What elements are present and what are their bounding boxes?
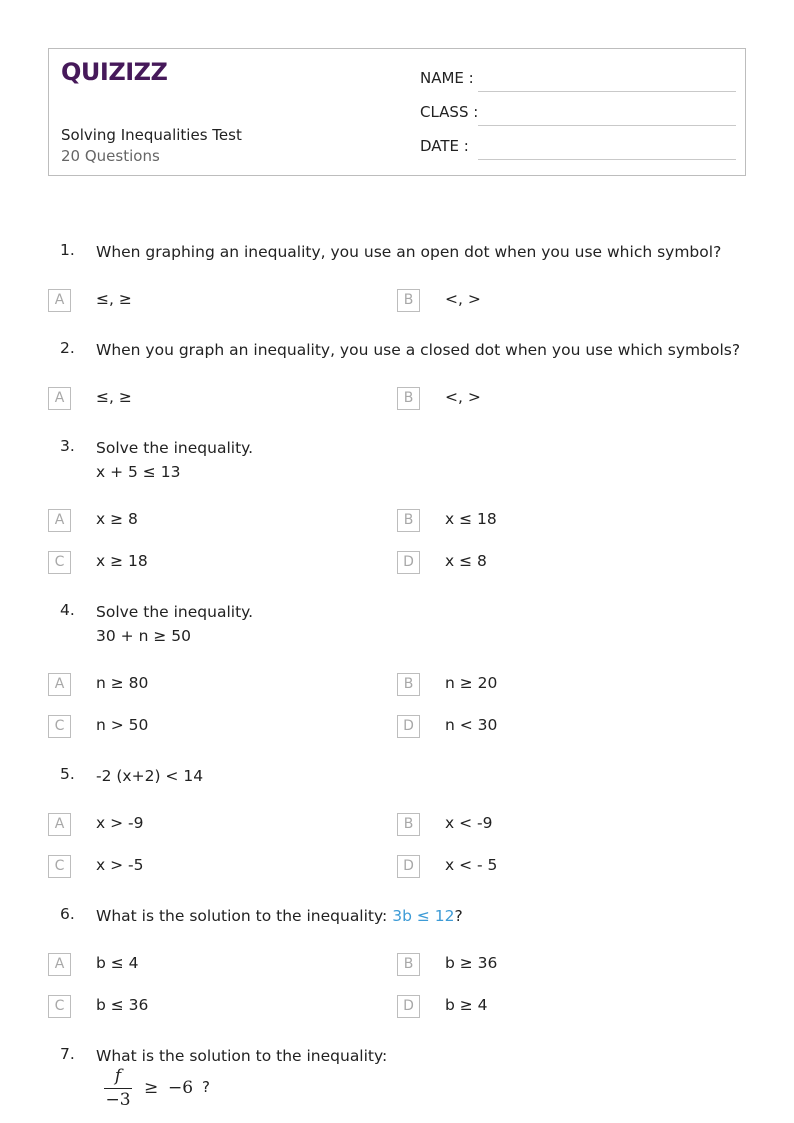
question-expression: x + 5 ≤ 13 — [96, 463, 181, 481]
option-text[interactable]: x > -5 — [96, 856, 144, 874]
question-line: What is the solution to the inequality: — [96, 1047, 388, 1065]
option-text[interactable]: x < - 5 — [445, 856, 498, 874]
question-prompt: What is the solution to the inequality: — [96, 907, 393, 925]
question-line: When graphing an inequality, you use an open dot when you use which symbol? — [96, 243, 722, 261]
question-expression: 30 + n ≥ 50 — [96, 627, 191, 645]
option-letter[interactable]: C — [48, 551, 71, 574]
option-text[interactable]: b ≤ 36 — [96, 996, 149, 1014]
option-letter[interactable]: C — [48, 715, 71, 738]
question-mark: ? — [202, 1078, 210, 1096]
question-text — [96, 600, 253, 648]
option-text[interactable]: b ≥ 36 — [445, 954, 498, 972]
option-text[interactable]: n ≥ 80 — [96, 674, 149, 692]
fraction-denominator: −3 — [105, 1090, 131, 1110]
worksheet-header — [48, 48, 746, 176]
question-text — [96, 338, 740, 362]
date-label: DATE : — [420, 137, 469, 155]
option-text[interactable]: x ≤ 8 — [445, 552, 487, 570]
class-line — [478, 125, 736, 126]
name-line — [478, 91, 736, 92]
option-letter[interactable]: B — [397, 387, 420, 410]
question-suffix: ? — [454, 907, 463, 925]
option-text[interactable]: <, > — [445, 290, 481, 308]
option-text[interactable]: n > 50 — [96, 716, 149, 734]
option-text[interactable]: b ≤ 4 — [96, 954, 139, 972]
option-letter[interactable]: B — [397, 509, 420, 532]
class-label: CLASS : — [420, 103, 479, 121]
fraction — [104, 1066, 132, 1112]
question-number: 3. — [60, 437, 75, 455]
option-letter[interactable]: A — [48, 509, 71, 532]
option-letter[interactable]: A — [48, 387, 71, 410]
class-field[interactable] — [420, 103, 736, 127]
question-number: 4. — [60, 601, 75, 619]
highlighted-expression: 3b ≤ 12 — [392, 907, 455, 925]
question-count: 20 Questions — [61, 147, 160, 165]
option-text[interactable]: x > -9 — [96, 814, 144, 832]
option-letter[interactable]: B — [397, 953, 420, 976]
option-text[interactable]: n < 30 — [445, 716, 498, 734]
fraction-numerator: f — [114, 1066, 122, 1086]
option-letter[interactable]: A — [48, 813, 71, 836]
date-line — [478, 159, 736, 160]
question-text — [96, 436, 253, 484]
question-text — [96, 764, 203, 788]
question-line: When you graph an inequality, you use a closed dot when you use which symbols? — [96, 341, 741, 359]
option-letter[interactable]: D — [397, 551, 420, 574]
option-text[interactable]: <, > — [445, 388, 481, 406]
option-letter[interactable]: B — [397, 289, 420, 312]
option-text[interactable]: x ≥ 18 — [96, 552, 148, 570]
option-letter[interactable]: A — [48, 953, 71, 976]
relation-symbol: ≥ — [144, 1078, 159, 1098]
option-letter[interactable]: C — [48, 995, 71, 1018]
question-line: Solve the inequality. — [96, 439, 254, 457]
question-number: 6. — [60, 905, 75, 923]
option-text[interactable]: ≤, ≥ — [96, 388, 132, 406]
option-letter[interactable]: C — [48, 855, 71, 878]
question-line — [96, 904, 463, 928]
question-text — [96, 904, 463, 928]
option-text[interactable]: x ≥ 8 — [96, 510, 138, 528]
option-letter[interactable]: B — [397, 673, 420, 696]
question-line: -2 (x+2) < 14 — [96, 767, 204, 785]
quizizz-logo: QUIZIZZ — [61, 58, 168, 86]
option-letter[interactable]: A — [48, 289, 71, 312]
option-letter[interactable]: D — [397, 995, 420, 1018]
option-letter[interactable]: D — [397, 855, 420, 878]
option-text[interactable]: ≤, ≥ — [96, 290, 132, 308]
option-text[interactable]: x < -9 — [445, 814, 493, 832]
option-letter[interactable]: A — [48, 673, 71, 696]
option-text[interactable]: n ≥ 20 — [445, 674, 498, 692]
question-number: 2. — [60, 339, 75, 357]
name-field[interactable] — [420, 69, 736, 93]
question-number: 1. — [60, 241, 75, 259]
fraction-bar — [104, 1088, 132, 1089]
option-letter[interactable]: B — [397, 813, 420, 836]
question-number: 7. — [60, 1045, 75, 1063]
question-number: 5. — [60, 765, 75, 783]
option-text[interactable]: b ≥ 4 — [445, 996, 488, 1014]
name-label: NAME : — [420, 69, 474, 87]
option-letter[interactable]: D — [397, 715, 420, 738]
math-expression — [104, 1066, 224, 1112]
right-hand-side: −6 — [168, 1078, 194, 1098]
question-text — [96, 240, 721, 264]
question-text — [96, 1044, 387, 1068]
test-title: Solving Inequalities Test — [61, 126, 242, 144]
question-line: Solve the inequality. — [96, 603, 254, 621]
date-field[interactable] — [420, 137, 736, 161]
option-text[interactable]: x ≤ 18 — [445, 510, 497, 528]
